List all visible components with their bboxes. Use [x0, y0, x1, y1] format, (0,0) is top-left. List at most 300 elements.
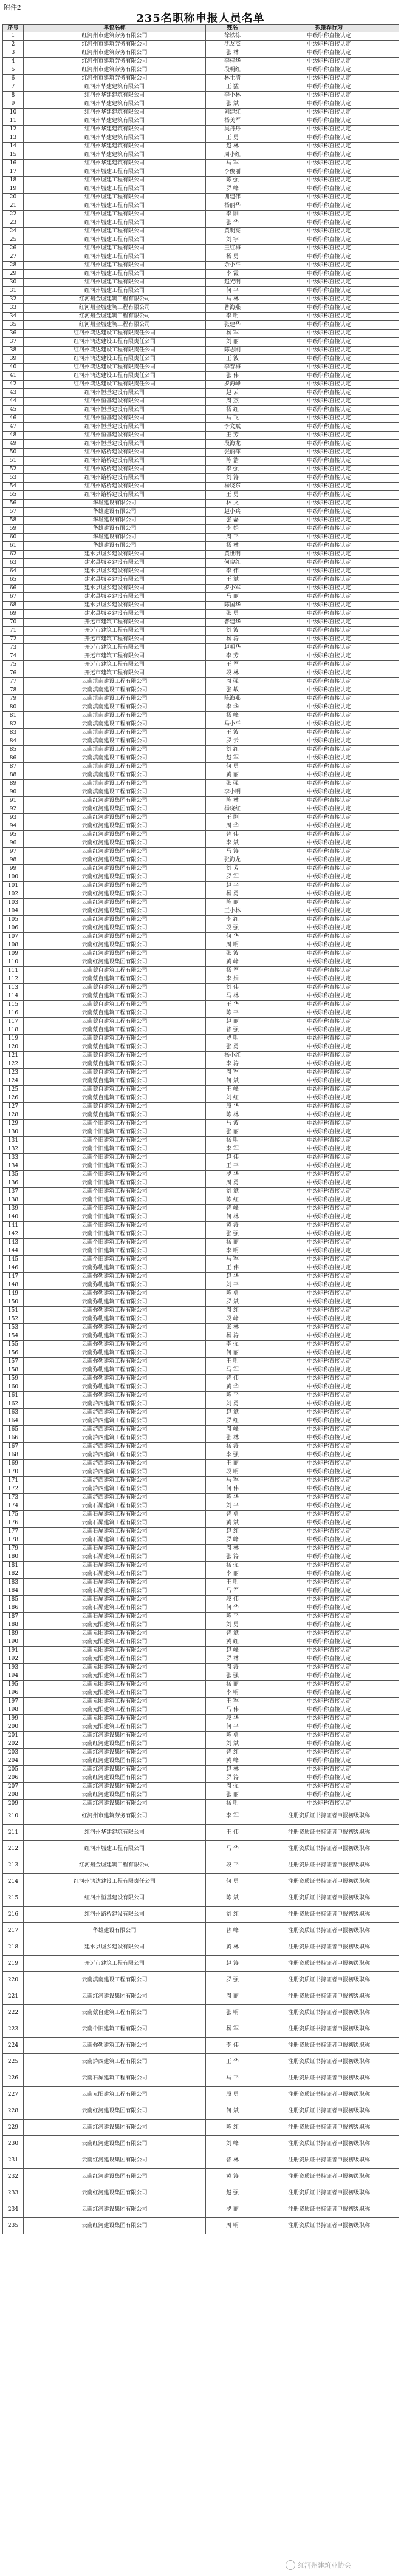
table-row: [3, 355, 399, 364]
cell-action: 中级职称直接认定: [259, 1511, 399, 1519]
table-row: [3, 610, 399, 619]
cell-company: 云南红河建设集团有限公司: [24, 2103, 206, 2120]
cell-name: 王 伟: [206, 1264, 259, 1273]
cell-company: 红河州鸿达建设工程有限责任公司: [24, 364, 206, 372]
cell-name: 周 强: [206, 1783, 259, 1791]
cell-action: 中级职称直接认定: [259, 1715, 399, 1723]
cell-company: 云南石屏建筑工程有限公司: [24, 2070, 206, 2087]
cell-action: 中级职称直接认定: [259, 1749, 399, 1757]
table-row: [3, 1723, 399, 1732]
cell-name: 王 勇: [206, 134, 259, 143]
cell-company: 云南石屏建筑工程有限公司: [24, 1596, 206, 1604]
cell-action: 中级职称直接认定: [259, 695, 399, 703]
cell-company: 开远市建筑工程有限公司: [24, 619, 206, 627]
cell-name: 王 丽: [206, 1460, 259, 1468]
table-row: [3, 1562, 399, 1570]
cell-index: 126: [3, 1094, 24, 1103]
table-row: [3, 347, 399, 355]
table-row: [3, 805, 399, 814]
cell-index: 36: [3, 330, 24, 338]
cell-company: 云南元阳建筑工程有限公司: [24, 1630, 206, 1638]
cell-action: 中级职称直接认定: [259, 1315, 399, 1324]
cell-action: 中级职称直接认定: [259, 415, 399, 423]
cell-index: 48: [3, 432, 24, 440]
cell-company: 红河州路桥建设有限公司: [24, 449, 206, 457]
cell-index: 134: [3, 1162, 24, 1171]
cell-company: 云南个旧建筑工程有限公司: [24, 1213, 206, 1222]
table-row: [3, 517, 399, 525]
cell-action: 中级职称直接认定: [259, 1698, 399, 1706]
cell-index: 216: [3, 1907, 24, 1923]
cell-company: 云南蒙自建筑工程有限公司: [24, 1094, 206, 1103]
cell-name: 何 勇: [206, 763, 259, 771]
cell-index: 112: [3, 975, 24, 984]
table-row: [3, 1060, 399, 1069]
table-row: [3, 1392, 399, 1400]
cell-name: 段 强: [206, 924, 259, 933]
cell-action: 中级职称直接认定: [259, 330, 399, 338]
cell-name: 罗 华: [206, 1171, 259, 1179]
table-row: [3, 1188, 399, 1196]
table-row: [3, 262, 399, 270]
cell-action: 中级职称直接认定: [259, 228, 399, 236]
table-row: [3, 338, 399, 347]
cell-name: 罗 涛: [206, 1774, 259, 1783]
table-row: [3, 508, 399, 517]
cell-name: 马 军: [206, 160, 259, 168]
table-row: [3, 2021, 399, 2038]
cell-index: 40: [3, 364, 24, 372]
table-row: [3, 1749, 399, 1757]
cell-name: 刘 红: [206, 1907, 259, 1923]
cell-company: 红河州城建工程有限公司: [24, 236, 206, 245]
cell-company: 云南红河建设集团有限公司: [24, 805, 206, 814]
cell-company: 云南弥勒建筑工程有限公司: [24, 1349, 206, 1358]
cell-index: 104: [3, 907, 24, 916]
table-row: [3, 797, 399, 805]
cell-action: 中级职称直接认定: [259, 287, 399, 296]
cell-index: 148: [3, 1281, 24, 1290]
cell-action: 中级职称直接认定: [259, 652, 399, 661]
cell-index: 82: [3, 720, 24, 729]
cell-name: 张 波: [206, 950, 259, 958]
cell-index: 12: [3, 126, 24, 134]
cell-action: 中级职称直接认定: [259, 185, 399, 194]
table-row: [3, 126, 399, 134]
cell-index: 168: [3, 1451, 24, 1460]
cell-action: 中级职称直接认定: [259, 1179, 399, 1188]
cell-index: 55: [3, 491, 24, 500]
cell-action: 中级职称直接认定: [259, 1621, 399, 1630]
cell-action: 中级职称直接认定: [259, 950, 399, 958]
cell-action: 中级职称直接认定: [259, 686, 399, 695]
cell-action: 中级职称直接认定: [259, 296, 399, 304]
cell-company: 云南元阳建筑工程有限公司: [24, 1672, 206, 1681]
table-row: [3, 652, 399, 661]
cell-company: 云南蒙自建筑工程有限公司: [24, 1060, 206, 1069]
cell-company: 云南红河建设集团有限公司: [24, 856, 206, 865]
table-row: [3, 534, 399, 542]
cell-action: 中级职称直接认定: [259, 321, 399, 330]
table-row: [3, 636, 399, 644]
cell-action: 中级职称直接认定: [259, 627, 399, 636]
table-row: [3, 1519, 399, 1528]
cell-name: 周 丽: [206, 1988, 259, 2005]
cell-index: 214: [3, 1874, 24, 1890]
cell-name: 杨 峰: [206, 712, 259, 720]
cell-company: 云南红河建设集团有限公司: [24, 924, 206, 933]
cell-action: 中级职称直接认定: [259, 1196, 399, 1205]
cell-company: 云南红河建设集团有限公司: [24, 958, 206, 967]
cell-action: 中级职称直接认定: [259, 1553, 399, 1562]
cell-index: 175: [3, 1511, 24, 1519]
table-row: [3, 525, 399, 534]
cell-action: 注册资质证书持证者申报初级职称: [259, 2218, 399, 2234]
table-row: [3, 856, 399, 865]
cell-index: 205: [3, 1766, 24, 1774]
cell-index: 81: [3, 712, 24, 720]
cell-action: 注册资质证书持证者申报初级职称: [259, 2152, 399, 2169]
cell-name: 马 军: [206, 1256, 259, 1264]
cell-company: 云南元阳建筑工程有限公司: [24, 1664, 206, 1672]
cell-company: 红河州城建工程有限公司: [24, 1841, 206, 1857]
cell-company: 云南红河建设集团有限公司: [24, 839, 206, 848]
cell-action: 中级职称直接认定: [259, 423, 399, 432]
cell-index: 66: [3, 585, 24, 593]
table-row: [3, 703, 399, 712]
cell-action: 中级职称直接认定: [259, 1562, 399, 1570]
cell-index: 73: [3, 644, 24, 652]
cell-company: 红河州城建工程有限公司: [24, 253, 206, 262]
header-company: 单位名称: [24, 25, 206, 32]
cell-action: 中级职称直接认定: [259, 1519, 399, 1528]
cell-name: 周 红: [206, 1307, 259, 1315]
cell-name: 张 伟: [206, 372, 259, 381]
cell-index: 165: [3, 1426, 24, 1434]
cell-index: 42: [3, 381, 24, 389]
cell-company: 云南红河建设集团有限公司: [24, 797, 206, 805]
cell-index: 99: [3, 865, 24, 873]
table-row: [3, 1086, 399, 1094]
table-row: [3, 1426, 399, 1434]
cell-company: 红河州华建建筑有限公司: [24, 83, 206, 92]
cell-company: 红河州恒基建设有限公司: [24, 415, 206, 423]
table-row: [3, 950, 399, 958]
cell-name: 李小明: [206, 788, 259, 797]
cell-action: 中级职称直接认定: [259, 1060, 399, 1069]
table-row: [3, 1890, 399, 1907]
cell-action: 中级职称直接认定: [259, 1494, 399, 1502]
table-row: [3, 602, 399, 610]
cell-name: 普 峰: [206, 1923, 259, 1939]
cell-action: 中级职称直接认定: [259, 1230, 399, 1239]
table-row: [3, 559, 399, 568]
cell-company: 华雄建设有限公司: [24, 517, 206, 525]
cell-index: 113: [3, 984, 24, 992]
table-row: [3, 83, 399, 92]
cell-index: 195: [3, 1681, 24, 1689]
cell-index: 222: [3, 2005, 24, 2021]
cell-action: 中级职称直接认定: [259, 1188, 399, 1196]
cell-name: 马 林: [206, 992, 259, 1001]
cell-company: 建水县城乡建设有限公司: [24, 568, 206, 576]
cell-index: 161: [3, 1392, 24, 1400]
cell-name: 黄世明: [206, 551, 259, 559]
cell-action: 中级职称直接认定: [259, 1502, 399, 1511]
cell-company: 云南弥勒建筑工程有限公司: [24, 1307, 206, 1315]
cell-action: 中级职称直接认定: [259, 432, 399, 440]
cell-name: 李 华: [206, 703, 259, 712]
cell-name: 李 明: [206, 1689, 259, 1698]
cell-action: 中级职称直接认定: [259, 669, 399, 678]
cell-index: 147: [3, 1273, 24, 1281]
cell-name: 罗 云: [206, 737, 259, 746]
cell-action: 中级职称直接认定: [259, 1638, 399, 1647]
cell-index: 186: [3, 1604, 24, 1613]
cell-action: 中级职称直接认定: [259, 1324, 399, 1332]
cell-action: 中级职称直接认定: [259, 1213, 399, 1222]
table-row: [3, 1874, 399, 1890]
cell-index: 24: [3, 228, 24, 236]
cell-action: 中级职称直接认定: [259, 1103, 399, 1111]
cell-index: 125: [3, 1086, 24, 1094]
cell-company: 红河州金城建筑工程有限公司: [24, 321, 206, 330]
cell-company: 建水县城乡建设有限公司: [24, 602, 206, 610]
cell-action: 中级职称直接认定: [259, 1800, 399, 1808]
table-row: [3, 1307, 399, 1315]
cell-action: 中级职称直接认定: [259, 610, 399, 619]
table-row: [3, 160, 399, 168]
cell-action: 注册资质证书持证者申报初级职称: [259, 2201, 399, 2218]
cell-action: 中级职称直接认定: [259, 211, 399, 219]
cell-action: 中级职称直接认定: [259, 899, 399, 907]
cell-action: 注册资质证书持证者申报初级职称: [259, 1808, 399, 1825]
cell-name: 李小林: [206, 92, 259, 100]
cell-name: 罗小军: [206, 585, 259, 593]
cell-index: 172: [3, 1485, 24, 1494]
cell-company: 云南石屏建筑工程有限公司: [24, 1536, 206, 1545]
table-row: [3, 822, 399, 831]
table-row: [3, 381, 399, 389]
cell-company: 云南泸西建筑工程有限公司: [24, 1434, 206, 1443]
cell-name: 张 丽: [206, 1128, 259, 1137]
cell-index: 155: [3, 1341, 24, 1349]
cell-index: 146: [3, 1264, 24, 1273]
table-row: [3, 695, 399, 703]
cell-action: 中级职称直接认定: [259, 1545, 399, 1553]
table-row: [3, 49, 399, 58]
cell-action: 中级职称直接认定: [259, 1400, 399, 1409]
table-row: [3, 1732, 399, 1740]
cell-company: 云南个旧建筑工程有限公司: [24, 1205, 206, 1213]
table-row: [3, 1035, 399, 1043]
cell-index: 63: [3, 559, 24, 568]
cell-index: 218: [3, 1939, 24, 1956]
cell-action: 中级职称直接认定: [259, 219, 399, 228]
cell-action: 中级职称直接认定: [259, 134, 399, 143]
cell-index: 203: [3, 1749, 24, 1757]
table-row: [3, 92, 399, 100]
table-row: [3, 2120, 399, 2136]
cell-action: 中级职称直接认定: [259, 1366, 399, 1375]
cell-company: 红河州金城建筑工程有限公司: [24, 296, 206, 304]
cell-company: 建水县城乡建设有限公司: [24, 1939, 206, 1956]
cell-index: 105: [3, 916, 24, 924]
cell-name: 杨 林: [206, 542, 259, 551]
cell-action: 中级职称直接认定: [259, 457, 399, 466]
table-row: [3, 1706, 399, 1715]
cell-index: 89: [3, 780, 24, 788]
cell-index: 17: [3, 168, 24, 177]
cell-index: 149: [3, 1290, 24, 1298]
cell-index: 185: [3, 1596, 24, 1604]
cell-action: 中级职称直接认定: [259, 92, 399, 100]
cell-name: 李 强: [206, 466, 259, 474]
table-row: [3, 1528, 399, 1536]
cell-company: 云南滇南建设工程有限公司: [24, 754, 206, 763]
cell-name: 马 军: [206, 1366, 259, 1375]
cell-action: 中级职称直接认定: [259, 1264, 399, 1273]
cell-name: 黄明亮: [206, 228, 259, 236]
cell-index: 215: [3, 1890, 24, 1907]
cell-action: 中级职称直接认定: [259, 1341, 399, 1349]
cell-name: 张 强: [206, 1230, 259, 1239]
cell-index: 234: [3, 2201, 24, 2218]
cell-name: 赵光明: [206, 279, 259, 287]
cell-name: 罗 红: [206, 1417, 259, 1426]
cell-action: 中级职称直接认定: [259, 780, 399, 788]
table-row: [3, 1647, 399, 1655]
cell-company: 云南红河建设集团有限公司: [24, 1732, 206, 1740]
table-row: [3, 992, 399, 1001]
cell-index: 135: [3, 1171, 24, 1179]
cell-name: 段 华: [206, 1103, 259, 1111]
cell-action: 注册资质证书持证者申报初级职称: [259, 1939, 399, 1956]
cell-company: 云南蒙自建筑工程有限公司: [24, 1111, 206, 1120]
table-row: [3, 1417, 399, 1426]
cell-name: 陈 斌: [206, 1890, 259, 1907]
cell-index: 43: [3, 389, 24, 398]
cell-company: 云南滇南建设工程有限公司: [24, 720, 206, 729]
cell-company: 红河州华建建筑有限公司: [24, 143, 206, 151]
cell-name: 赵 军: [206, 754, 259, 763]
table-row: [3, 66, 399, 75]
table-row: [3, 1939, 399, 1956]
table-row: [3, 967, 399, 975]
cell-action: 中级职称直接认定: [259, 1256, 399, 1264]
table-row: [3, 466, 399, 474]
cell-action: 中级职称直接认定: [259, 576, 399, 585]
cell-name: 陈 红: [206, 1196, 259, 1205]
table-row: [3, 771, 399, 780]
cell-name: 黄 红: [206, 1638, 259, 1647]
table-row: [3, 754, 399, 763]
cell-company: 红河州路桥建设有限公司: [24, 457, 206, 466]
table-row: [3, 185, 399, 194]
cell-name: 张 斌: [206, 100, 259, 109]
table-row: [3, 1988, 399, 2005]
cell-index: 200: [3, 1723, 24, 1732]
table-row: [3, 746, 399, 754]
cell-name: 李俊丽: [206, 168, 259, 177]
table-row: [3, 1103, 399, 1111]
cell-action: 中级职称直接认定: [259, 1740, 399, 1749]
table-row: [3, 440, 399, 449]
table-row: [3, 1494, 399, 1502]
cell-action: 中级职称直接认定: [259, 1664, 399, 1672]
table-row: [3, 151, 399, 160]
cell-index: 170: [3, 1468, 24, 1477]
cell-company: 云南元阳建筑工程有限公司: [24, 1621, 206, 1630]
cell-index: 101: [3, 882, 24, 890]
cell-name: 张 丽: [206, 1791, 259, 1800]
cell-action: 注册资质证书持证者申报初级职称: [259, 1907, 399, 1923]
cell-index: 20: [3, 194, 24, 202]
cell-index: 227: [3, 2087, 24, 2103]
cell-action: 中级职称直接认定: [259, 1783, 399, 1791]
table-row: [3, 1596, 399, 1604]
cell-name: 杨 军: [206, 2021, 259, 2038]
cell-company: 云南元阳建筑工程有限公司: [24, 1715, 206, 1723]
cell-action: 中级职称直接认定: [259, 822, 399, 831]
cell-index: 178: [3, 1536, 24, 1545]
cell-action: 中级职称直接认定: [259, 466, 399, 474]
cell-index: 129: [3, 1120, 24, 1128]
cell-name: 刘 斌: [206, 1740, 259, 1749]
cell-action: 中级职称直接认定: [259, 1383, 399, 1392]
cell-company: 红河州城建工程有限公司: [24, 262, 206, 270]
cell-name: 李 军: [206, 1808, 259, 1825]
cell-company: 云南红河建设集团有限公司: [24, 1749, 206, 1757]
cell-index: 34: [3, 313, 24, 321]
table-row: [3, 1009, 399, 1018]
cell-name: 马 涛: [206, 848, 259, 856]
cell-company: 红河州恒基建设有限公司: [24, 423, 206, 432]
cell-company: 云南滇南建设工程有限公司: [24, 678, 206, 686]
cell-company: 云南滇南建设工程有限公司: [24, 763, 206, 771]
table-row: [3, 1621, 399, 1630]
cell-name: 刘 斌: [206, 1188, 259, 1196]
header-index: 序号: [3, 25, 24, 32]
cell-company: 云南石屏建筑工程有限公司: [24, 1519, 206, 1528]
table-row: [3, 975, 399, 984]
cell-index: 77: [3, 678, 24, 686]
cell-company: 云南石屏建筑工程有限公司: [24, 1562, 206, 1570]
cell-action: 中级职称直接认定: [259, 1094, 399, 1103]
table-row: [3, 1341, 399, 1349]
cell-company: 云南个旧建筑工程有限公司: [24, 1162, 206, 1171]
cell-name: 谢建伟: [206, 194, 259, 202]
cell-company: 云南个旧建筑工程有限公司: [24, 1145, 206, 1154]
cell-action: 中级职称直接认定: [259, 933, 399, 941]
table-row: [3, 551, 399, 559]
table-row: [3, 1825, 399, 1841]
cell-name: 林 文: [206, 500, 259, 508]
cell-company: 云南红河建设集团有限公司: [24, 890, 206, 899]
table-row: [3, 1451, 399, 1460]
cell-company: 红河州市建筑劳务有限公司: [24, 49, 206, 58]
cell-name: 杨晓红: [206, 805, 259, 814]
cell-name: 周 勇: [206, 1179, 259, 1188]
table-row: [3, 729, 399, 737]
cell-index: 21: [3, 202, 24, 211]
cell-company: 红河州城建工程有限公司: [24, 270, 206, 279]
cell-action: 中级职称直接认定: [259, 797, 399, 805]
cell-name: 张 林: [206, 1324, 259, 1332]
table-row: [3, 474, 399, 483]
cell-name: 李 斌: [206, 839, 259, 848]
cell-company: 云南弥勒建筑工程有限公司: [24, 1281, 206, 1290]
